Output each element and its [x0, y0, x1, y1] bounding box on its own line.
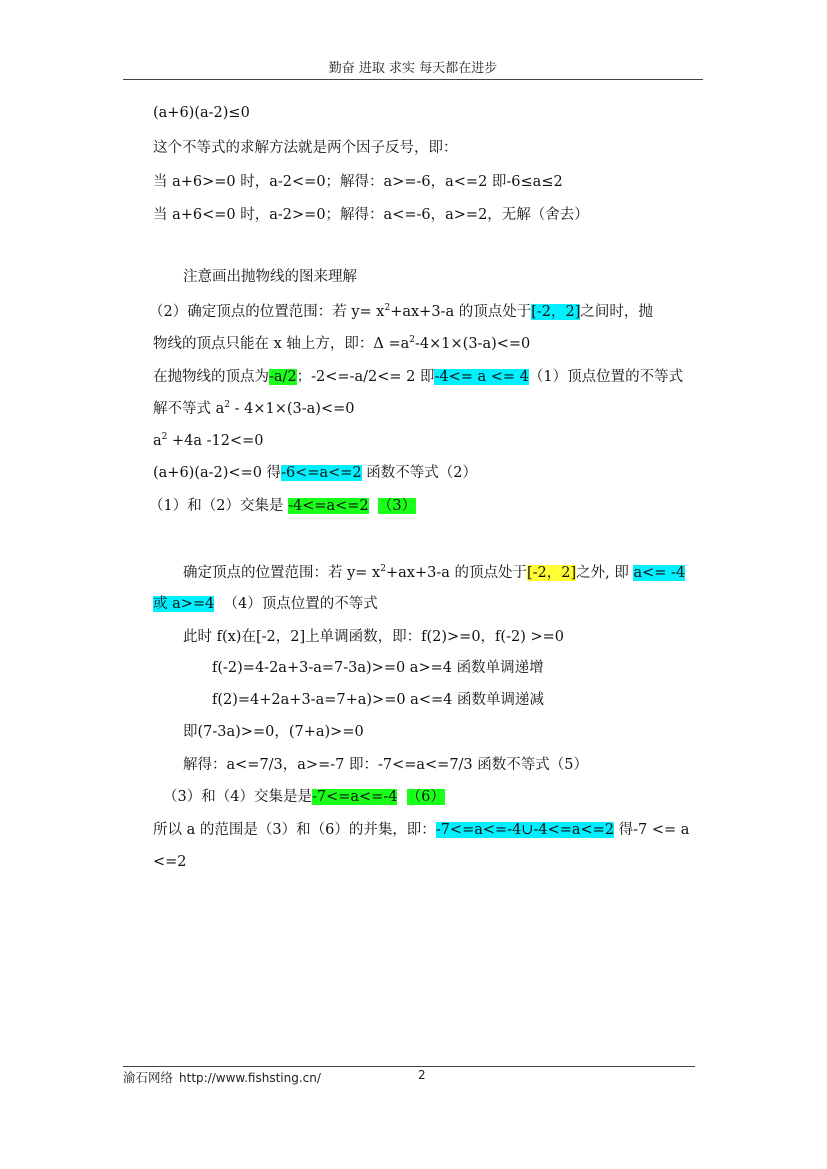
- superscript: 2: [384, 303, 391, 313]
- text-line: 此时 f(x)在[-2，2]上单调函数，即：f(2)>=0，f(-2) >=0: [183, 629, 564, 645]
- highlight: （3）: [377, 498, 417, 514]
- highlight: a<= -4: [633, 565, 686, 581]
- highlight: -7<=a<=-4∪-4<=a<=2: [435, 822, 615, 838]
- text-run: （3）和（4）交集是是: [163, 789, 312, 805]
- text-line: f(-2)=4-2a+3-a=7-3a)>=0 a>=4 函数单调递增: [212, 660, 544, 676]
- text-line: (a+6)(a-2)≤0: [153, 105, 250, 121]
- text-line: [149, 302, 653, 322]
- text-run: a: [153, 433, 162, 449]
- page-header: 勤奋 进取 求实 每天都在进步: [328, 61, 498, 76]
- highlight: [-2，2]: [531, 304, 581, 320]
- text-run: +4a -12<=0: [167, 433, 264, 449]
- text-run: （2）确定顶点的位置范围：若 y= x: [149, 304, 385, 320]
- text-run: -4×1×(3-a)<=0: [415, 336, 531, 352]
- superscript: 2: [409, 335, 416, 345]
- highlight: [-2，2]: [526, 565, 577, 581]
- page-number: 2: [418, 1068, 426, 1082]
- text-run: 之外, 即: [576, 565, 634, 581]
- text-line: 解得：a<=7/3，a>=-7 即：-7<=a<=7/3 函数不等式（5）: [183, 757, 588, 773]
- text-run: 得-7 <= a: [614, 822, 690, 838]
- text-line: [153, 399, 354, 419]
- text-run: 在抛物线的顶点为: [153, 369, 269, 385]
- text-line: [183, 563, 685, 583]
- footer-site-name: 渝石网络: [123, 1070, 174, 1085]
- highlight: -4<= a <= 4: [434, 369, 529, 385]
- text-line: 即(7-3a)>=0，(7+a)>=0: [183, 724, 364, 740]
- text-run: +ax+3-a 的顶点处于: [390, 304, 532, 320]
- text-run: （1）顶点位置的不等式: [528, 369, 684, 385]
- highlight: -6<=a<=2: [281, 465, 362, 481]
- text-run: 所以 a 的范围是（3）和（6）的并集，即：: [153, 822, 436, 838]
- page-footer: [123, 1068, 703, 1086]
- header-rule: [123, 79, 703, 80]
- text-line: [163, 787, 445, 807]
- text-line: [153, 334, 530, 354]
- text-run: （4）顶点位置的不等式: [223, 596, 378, 612]
- text-line: 当 a+6>=0 时，a-2<=0；解得：a>=-6，a<=2 即-6≤a≤2: [153, 174, 563, 190]
- text-run: 确定顶点的位置范围：若 y= x: [183, 565, 381, 581]
- highlight: 或 a>=4: [153, 596, 215, 612]
- text-line: [153, 820, 689, 840]
- text-line: 这个不等式的求解方法就是两个因子反号，即：: [153, 140, 458, 156]
- text-line: 当 a+6<=0 时，a-2>=0；解得：a<=-6，a>=2，无解（舍去）: [153, 207, 589, 223]
- text-line: 注意画出抛物线的图来理解: [183, 269, 357, 285]
- highlight: -a/2: [269, 369, 297, 385]
- text-run: 物线的顶点只能在 x 轴上方，即：Δ =a: [153, 336, 410, 352]
- text-run: 函数不等式（2）: [361, 465, 477, 481]
- text-run: ；-2<=-a/2<= 2 即: [296, 369, 435, 385]
- highlight: -7<=a<=-4: [311, 789, 398, 805]
- superscript: 2: [380, 564, 386, 574]
- text-line: [153, 594, 378, 614]
- superscript: 2: [161, 432, 168, 442]
- highlight: -4<=a<=2: [288, 498, 369, 514]
- text-line: <=2: [153, 854, 187, 870]
- text-run: - 4×1×(3-a)<=0: [230, 401, 355, 417]
- highlight: （6）: [406, 789, 445, 805]
- text-line: [149, 496, 416, 516]
- text-run: (a+6)(a-2)<=0 得: [153, 465, 282, 481]
- footer-rule: [123, 1066, 695, 1067]
- superscript: 2: [224, 400, 230, 410]
- text-line: f(2)=4+2a+3-a=7+a)>=0 a<=4 函数单调递减: [212, 692, 544, 708]
- text-run: 解不等式 a: [153, 401, 225, 417]
- text-run: +ax+3-a 的顶点处于: [385, 565, 527, 581]
- footer-url: http://www.fishsting.cn/: [179, 1071, 321, 1085]
- text-line: [153, 367, 683, 387]
- text-line: [153, 431, 264, 451]
- text-line: [153, 463, 477, 483]
- text-run: 之间时，抛: [580, 304, 653, 320]
- text-run: （1）和（2）交集是: [149, 498, 289, 514]
